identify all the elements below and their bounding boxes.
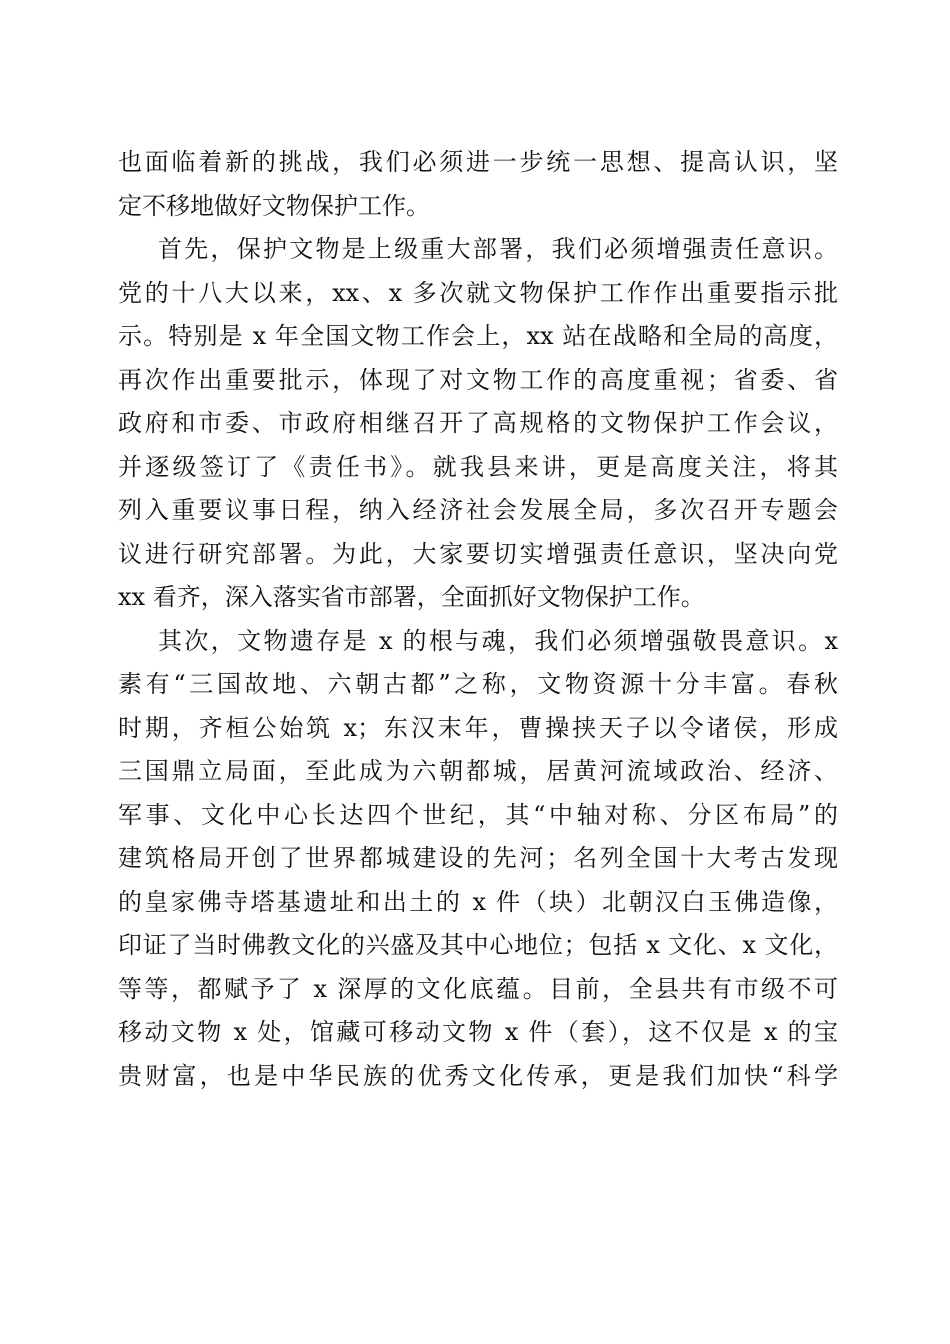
text-line: 也面临着新的挑战，我们必须进一步统一思想、提高认识，坚	[118, 148, 838, 176]
text-line: 贵财富，也是中华民族的优秀文化传承，更是我们加快“科学	[118, 1061, 838, 1090]
text-line: 议进行研究部署。为此，大家要切实增强责任意识，坚决向党	[118, 539, 838, 568]
text-line: 素有“三国故地、六朝古都”之称，文物资源十分丰富。春秋	[118, 670, 838, 698]
body-text	[118, 141, 838, 1098]
text-line: 移动文物 x 处，馆藏可移动文物 x 件（套），这不仅是 x 的宝	[118, 1018, 838, 1046]
text-line: 再次作出重要批示，体现了对文物工作的高度重视；省委、省	[118, 365, 838, 394]
text-line: 印证了当时佛教文化的兴盛及其中心地位；包括 x 文化、x 文化，	[118, 931, 838, 959]
text-line: 首先，保护文物是上级重大部署，我们必须增强责任意识。	[158, 235, 838, 263]
text-line: 的皇家佛寺塔基遗址和出土的 x 件（块）北朝汉白玉佛造像，	[118, 887, 838, 916]
text-line: 等等，都赋予了 x 深厚的文化底蕴。目前，全县共有市级不可	[118, 974, 838, 1003]
text-line: 党的十八大以来，xx、x 多次就文物保护工作作出重要指示批	[118, 278, 838, 307]
text-line: 三国鼎立局面，至此成为六朝都城，居黄河流域政治、经济、	[118, 757, 838, 785]
text-line: 建筑格局开创了世界都城建设的先河；名列全国十大考古发现	[118, 844, 838, 872]
text-line: 其次，文物遗存是 x 的根与魂，我们必须增强敬畏意识。x	[158, 626, 838, 655]
text-line: 定不移地做好文物保护工作。	[118, 191, 430, 220]
text-line: 列入重要议事日程，纳入经济社会发展全局，多次召开专题会	[118, 496, 838, 524]
text-line: 军事、文化中心长达四个世纪，其“中轴对称、分区布局”的	[118, 800, 838, 829]
text-line: xx 看齐，深入落实省市部署，全面抓好文物保护工作。	[118, 583, 705, 611]
text-line: 示。特别是 x 年全国文物工作会上，xx 站在战略和全局的高度，	[118, 322, 838, 350]
text-line: 时期，齐桓公始筑 x；东汉末年，曹操挟天子以令诸侯，形成	[118, 713, 838, 742]
text-line: 并逐级签订了《责任书》。就我县来讲，更是高度关注，将其	[118, 452, 838, 481]
text-line: 政府和市委、市政府相继召开了高规格的文物保护工作会议，	[118, 409, 838, 437]
